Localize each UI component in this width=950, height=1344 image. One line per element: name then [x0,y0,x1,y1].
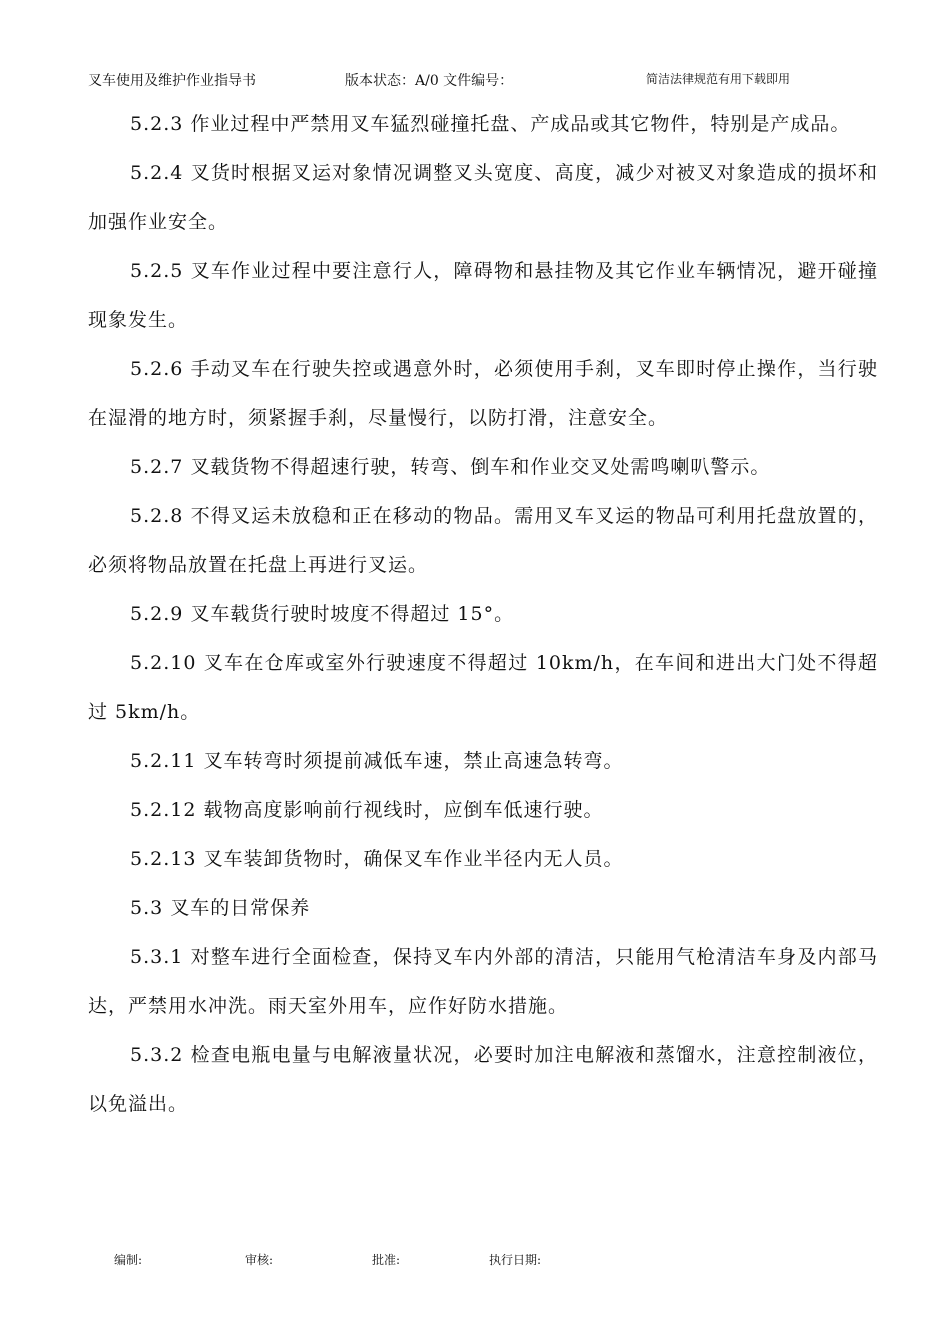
paragraph-5-2-10: 5.2.10 叉车在仓库或室外行驶速度不得超过 10km/h，在车间和进出大门处不得超过 5km/h。 [88,652,878,723]
compiled-by-label: 编制: [114,1253,143,1267]
paragraph-5-3-1: 5.3.1 对整车进行全面检查，保持叉车内外部的清洁，只能用气枪清洁车身及内部马达，严禁用水冲洗。雨天室外用车，应作好防水措施。 [88,946,878,1017]
reviewed-by-label: 审核: [245,1253,274,1267]
paragraph-5-3-2: 5.3.2 检查电瓶电量与电解液量状况，必要时加注电解液和蒸馏水，注意控制液位，以免溢出。 [88,1044,878,1115]
paragraph-5-2-7: 5.2.7 叉载货物不得超速行驶，转弯、倒车和作业交叉处需鸣喇叭警示。 [130,456,771,478]
paragraph-5-2-9: 5.2.9 叉车载货行驶时坡度不得超过 15°。 [130,603,515,625]
page-header [0,70,950,94]
paragraph-5-2-5: 5.2.5 叉车作业过程中要注意行人，障碍物和悬挂物及其它作业车辆情况，避开碰撞现象发生。 [88,260,878,331]
paragraph-5-2-8: 5.2.8 不得叉运未放稳和正在移动的物品。需用叉车叉运的物品可利用托盘放置的，必须将物品放置在托盘上再进行叉运。 [88,505,878,576]
effective-date-label: 执行日期: [489,1253,542,1267]
approved-by-label: 批准: [372,1253,401,1267]
header-note: 简洁法律规范有用下载即用 [646,72,791,86]
paragraph-5-2-4: 5.2.4 叉货时根据叉运对象情况调整叉头宽度、高度，减少对被叉对象造成的损坏和加强作业安全。 [88,162,878,233]
document-title: 叉车使用及维护作业指导书 [88,73,256,89]
section-heading-5-3: 5.3 叉车的日常保养 [130,897,311,919]
version-status: 版本状态：A/0 文件编号： [345,73,514,89]
document-body [88,100,878,1129]
paragraph-5-2-11: 5.2.11 叉车转弯时须提前减低车速，禁止高速急转弯。 [130,750,624,772]
paragraph-5-2-6: 5.2.6 手动叉车在行驶失控或遇意外时，必须使用手刹，叉车即时停止操作，当行驶在湿滑的地方时，须紧握手刹，尽量慢行，以防打滑，注意安全。 [88,358,878,429]
paragraph-5-2-3: 5.2.3 作业过程中严禁用叉车猛烈碰撞托盘、产成品或其它物件，特别是产成品。 [130,113,851,135]
paragraph-5-2-13: 5.2.13 叉车装卸货物时，确保叉车作业半径内无人员。 [130,848,624,870]
paragraph-5-2-12: 5.2.12 载物高度影响前行视线时，应倒车低速行驶。 [130,799,604,821]
